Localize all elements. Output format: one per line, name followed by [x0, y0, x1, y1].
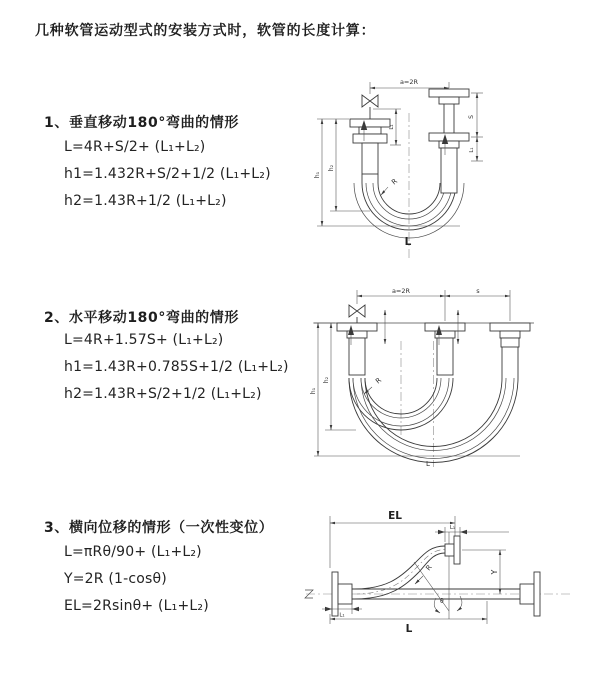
section-1-heading: 1、垂直移动180°弯曲的情形: [44, 115, 239, 131]
dim-l: [314, 456, 520, 468]
section-3-formula-el: EL=2Rsinθ+ (L₁+L₂): [64, 598, 209, 614]
dim-l1-left-label: L₁: [389, 124, 395, 130]
radius-label: [364, 376, 383, 394]
diagram-vertical-180-bend: [312, 71, 542, 266]
section-1-formula-h2: h2=1.43R+1/2 (L₁+L₂): [64, 193, 227, 209]
radius-label: [381, 177, 399, 195]
section-1-formula-h1: h1=1.432R+S/2+1/2 (L₁+L₂): [64, 166, 271, 182]
theta-label: θ: [440, 598, 444, 605]
flange-fitting-left: [350, 119, 390, 174]
flange-left: [332, 572, 352, 616]
valve-icon: [349, 305, 365, 323]
section-2-heading: 2、水平移动180°弯曲的情形: [44, 310, 239, 326]
radius-r-label: R: [424, 563, 434, 573]
flange-fitting-middle: [425, 323, 465, 375]
flange-upper-moved: [445, 536, 460, 564]
diagram-horizontal-180-bend: [308, 283, 540, 473]
section-2-formula-l: L=4R+1.57S+ (L₁+L₂): [64, 332, 224, 348]
braid-section-left: [362, 143, 378, 174]
dim-h2-label: h₂: [328, 164, 335, 172]
radius-r-label: R: [374, 376, 384, 386]
dim-h1-label: h₁: [314, 171, 321, 179]
page-title: 几种软管运动型式的安装方式时，软管的长度计算：: [35, 23, 376, 39]
diagram-lateral-displacement: [302, 506, 574, 661]
section-3-formula-l: L=πRθ/90+ (L₁+L₂): [64, 544, 202, 560]
flange-fitting-right: [429, 89, 469, 193]
dim-s: [468, 93, 483, 137]
dim-l1-right: [469, 137, 483, 161]
dim-l-label: L: [404, 236, 412, 248]
flange-fitting-right-moved: [490, 323, 530, 347]
braid-section-middle: [437, 338, 453, 375]
dim-l-label: L: [426, 460, 430, 468]
dim-el: [330, 510, 455, 568]
dim-s-label: S: [468, 115, 475, 119]
section-2-formula-h2: h2=1.43R+S/2+1/2 (L₁+L₂): [64, 386, 262, 402]
dim-l: [330, 601, 487, 635]
dim-a2r: [357, 287, 445, 321]
dim-h1: [314, 119, 349, 226]
hose-s-curve-moved: [354, 546, 445, 599]
radius-r-label: R: [390, 177, 400, 187]
section-2-formula-h1: h1=1.43R+0.785S+1/2 (L₁+L₂): [64, 359, 289, 375]
dim-y: [462, 550, 506, 594]
dim-a2r-label: a=2R: [391, 287, 411, 295]
dim-h2-label: h₂: [323, 376, 330, 384]
dim-el-label: EL: [388, 510, 402, 522]
flange-right-original: [520, 572, 540, 616]
dim-y-label: Y: [490, 569, 499, 575]
valve-icon: [362, 95, 378, 119]
dim-l1-left-label: L₁: [339, 612, 345, 619]
dim-l1-top-label: L₁: [449, 525, 456, 531]
dim-l1-top: [435, 525, 509, 542]
dim-h1-label: h₁: [310, 387, 317, 395]
dim-l1-right-label: L₁: [469, 147, 475, 153]
section-1-formula-l: L=4R+S/2+ (L₁+L₂): [64, 139, 206, 155]
braid-section-left: [349, 338, 365, 375]
dim-s-label: s: [476, 287, 480, 295]
section-3-heading: 3、横向位移的情形（一次性变位）: [44, 520, 274, 536]
flange-fitting-left: [337, 323, 377, 375]
section-3-formula-y: Y=2R (1-cosθ): [64, 571, 167, 587]
dim-s: [445, 287, 510, 321]
dim-l-label: L: [405, 623, 413, 635]
braid-section-right: [441, 148, 457, 193]
dim-a2r-label: a=2R: [399, 78, 419, 86]
dim-l1-left: [322, 604, 362, 619]
